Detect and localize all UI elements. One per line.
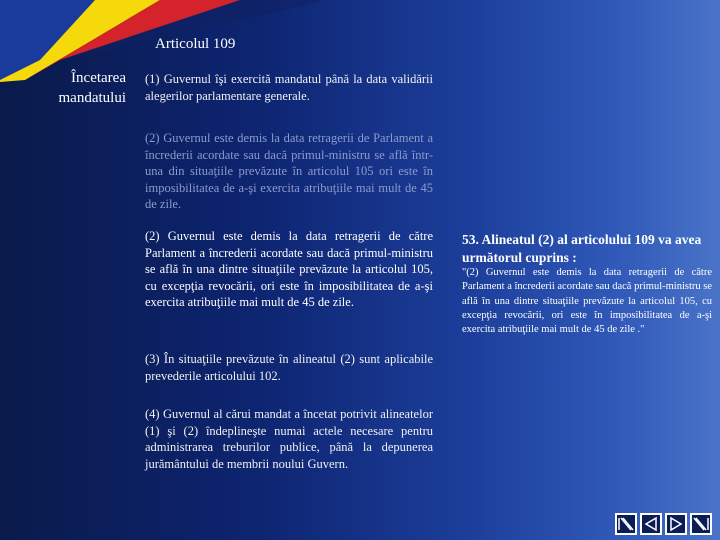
- slide-navigation: [615, 513, 712, 535]
- previous-slide-button[interactable]: [640, 513, 662, 535]
- last-slide-button[interactable]: [690, 513, 712, 535]
- paragraph-2-original: (2) Guvernul este demis la data retragerii de Parlament a încrederii acordate sau dacă primul-ministru se află într-una din situaţiile prevăzute în articolul 105 ori este în imposibilitatea de a-şi exercita atribuţiile mai mult de 45 de zile.: [145, 131, 433, 211]
- amendment-title: 53. Alineatul (2) al articolului 109 va avea următorul cuprins :: [462, 232, 702, 265]
- next-slide-button[interactable]: [665, 513, 687, 535]
- next-slide-icon: [668, 516, 684, 532]
- paragraph-4: (4) Guvernul al cărui mandat a încetat potrivit alineatelor (1) şi (2) îndeplineşte numai actele necesare pentru administrarea treburilor publice, până la depunerea jurământului de membrii noului Guvern.: [145, 407, 433, 471]
- last-slide-icon: [693, 516, 709, 532]
- page-title: Articolul 109: [155, 36, 236, 52]
- first-slide-icon: [618, 516, 634, 532]
- section-label: Încetarea mandatului: [58, 70, 126, 106]
- paragraph-2-revised: (2) Guvernul este demis la data retragerii de către Parlament a încrederii acordate sau dacă primul-ministru se află în una dintre situaţiile prevăzute la articolul 105, cu excepţia revocării, ori este în imposibilitatea de a-şi exercita atribuţiile mai mult de 45 de zile.: [145, 229, 433, 309]
- paragraph-1: (1) Guvernul îşi exercită mandatul până la data validării alegerilor parlamentare generale.: [145, 72, 433, 103]
- previous-slide-icon: [643, 516, 659, 532]
- amendment-text: "(2) Guvernul este demis la data retragerii de către Parlament a încrederii acordate sau dacă primul-ministru se află în una dintre situaţiile prevăzute la articolul 105, cu excepţia revocării, ori este în imposibilitatea de a-şi exercita atribuţiile mai mult de 45 de zile .": [462, 267, 712, 336]
- first-slide-button[interactable]: [615, 513, 637, 535]
- paragraph-3: (3) În situaţiile prevăzute în alineatul (2) sunt aplicabile prevederile articolului 102.: [145, 352, 433, 383]
